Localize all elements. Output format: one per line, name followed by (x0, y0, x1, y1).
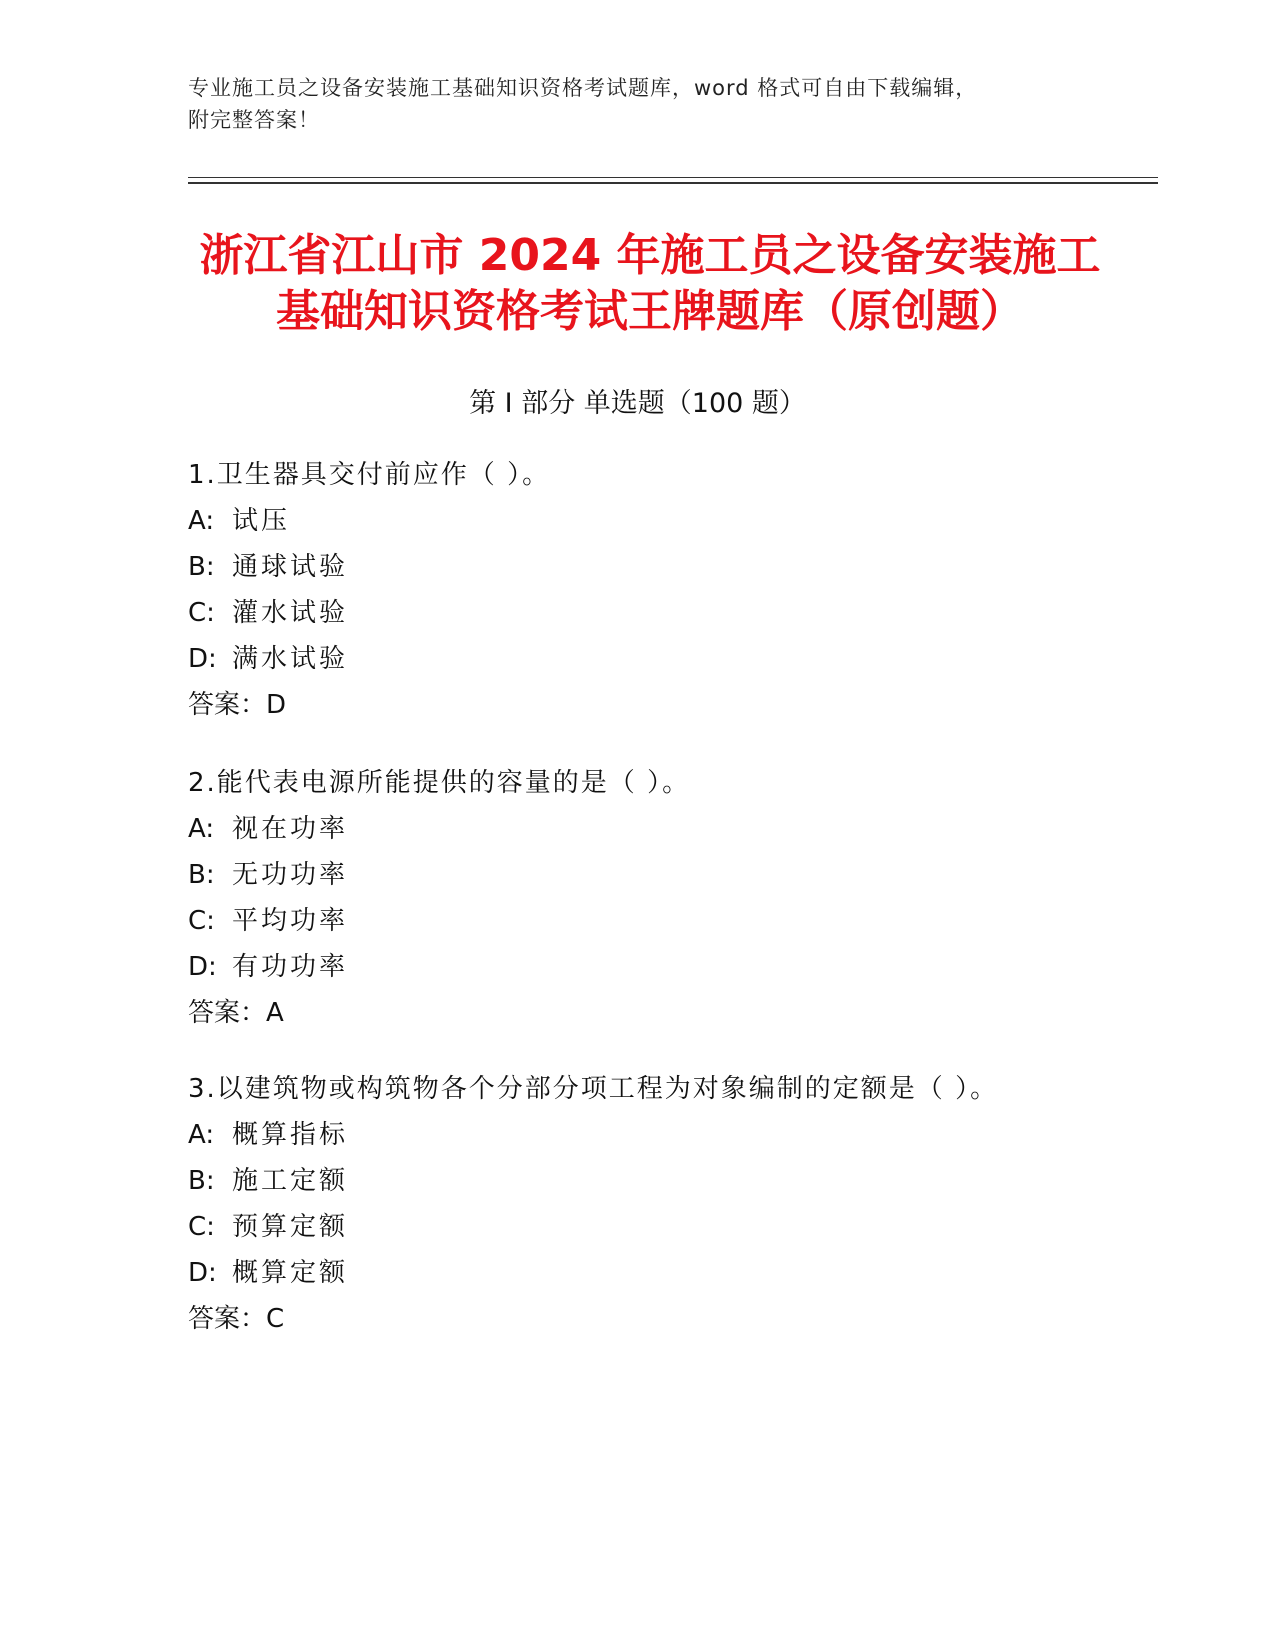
section-heading: 第 I 部分 单选题（100 题） (469, 388, 806, 419)
question-block (188, 1066, 1168, 1342)
header-note (188, 72, 1088, 136)
option-text: 通球试验 (232, 552, 349, 582)
answer-text: 答案：D (188, 690, 287, 720)
header-divider-thin (188, 177, 1158, 178)
header-note-line-2: 附完整答案！ (188, 108, 320, 132)
option-letter: D: (188, 952, 217, 982)
answer-text: 答案：C (188, 1304, 285, 1334)
option-text: 灌水试验 (232, 598, 349, 628)
option-text: 视在功率 (232, 814, 349, 844)
document-title (150, 228, 1150, 340)
option-b (188, 1158, 1168, 1204)
option-text: 有功功率 (232, 952, 349, 982)
option-letter: B: (188, 1166, 215, 1196)
question-text: 3.以建筑物或构筑物各个分部分项工程为对象编制的定额是（ ）。 (188, 1074, 999, 1104)
option-text: 无功功率 (232, 860, 349, 890)
option-a (188, 806, 1168, 852)
option-text: 满水试验 (232, 644, 349, 674)
question-block (188, 760, 1168, 1036)
option-letter: C: (188, 1212, 215, 1242)
option-letter: C: (188, 598, 215, 628)
option-d (188, 944, 1168, 990)
option-letter: B: (188, 552, 215, 582)
answer-text: 答案：A (188, 998, 284, 1028)
option-a (188, 498, 1168, 544)
option-c (188, 1204, 1168, 1250)
option-letter: B: (188, 860, 215, 890)
option-letter: A: (188, 506, 215, 536)
option-text: 概算指标 (232, 1120, 349, 1150)
question-block (188, 452, 1168, 728)
option-letter: D: (188, 644, 217, 674)
option-b (188, 852, 1168, 898)
document-title-line-2: 基础知识资格考试王牌题库（原创题） (276, 286, 1024, 337)
option-b (188, 544, 1168, 590)
option-d (188, 1250, 1168, 1296)
option-text: 预算定额 (232, 1212, 349, 1242)
question-text: 1.卫生器具交付前应作（ ）。 (188, 460, 551, 490)
header-note-line-1: 专业施工员之设备安装施工基础知识资格考试题库，word 格式可自由下载编辑， (188, 76, 978, 100)
option-c (188, 898, 1168, 944)
document-title-line-1: 浙江省江山市 2024 年施工员之设备安装施工 (199, 230, 1101, 281)
header-divider-thick (188, 182, 1158, 184)
option-letter: C: (188, 906, 215, 936)
option-a (188, 1112, 1168, 1158)
option-text: 平均功率 (232, 906, 349, 936)
option-text: 施工定额 (232, 1166, 349, 1196)
option-letter: D: (188, 1258, 217, 1288)
question-text: 2.能代表电源所能提供的容量的是（ ）。 (188, 768, 691, 798)
option-letter: A: (188, 1120, 215, 1150)
option-letter: A: (188, 814, 215, 844)
option-c (188, 590, 1168, 636)
option-text: 试压 (232, 506, 291, 536)
option-text: 概算定额 (232, 1258, 349, 1288)
option-d (188, 636, 1168, 682)
